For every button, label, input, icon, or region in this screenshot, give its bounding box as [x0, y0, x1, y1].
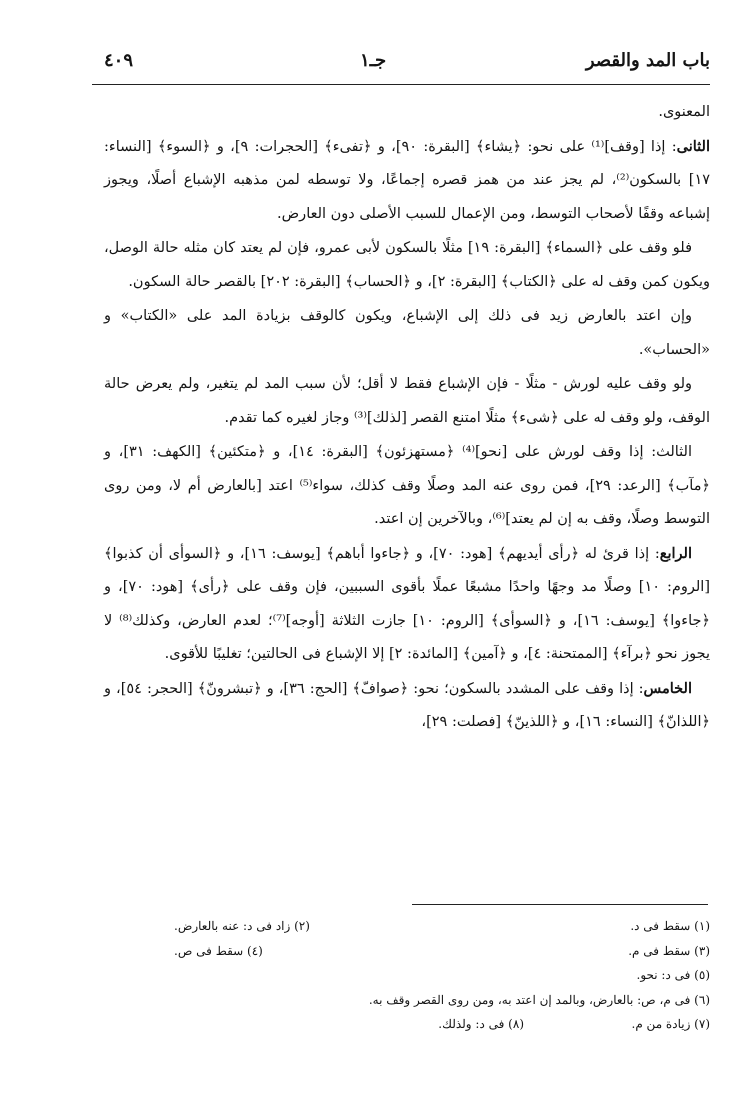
header-rule — [92, 84, 710, 85]
footnotes — [104, 914, 710, 1037]
footnote: (٣) سقط فى م. — [628, 943, 710, 958]
paragraph: الرابع: إذا قرئ له ﴿رأى أيديهم﴾ [هود: ٧٠]، و ﴿جاءوا أباهم﴾ [يوسف: ١٦]، و ﴿السوأى أن كذبوا﴾ [الروم: ١٠] وصلًا مد وجهًا واحدًا مشبعًا عملًا بأقوى السببين، فإن وقف على ﴿رأى﴾ [هود: ٧٠]، و ﴿جاءوا﴾ [يوسف: ١٦]، و ﴿السوأى﴾ [الروم: ١٠] جازت الثلاثة [أوجه]⁽⁷⁾؛ لعدم العارض، وكذلك⁽⁸⁾ لا يجوز نحو ﴿برآء﴾ [الممتحنة: ٤]، و ﴿آمين﴾ [المائدة: ٢] إلا الإشباع فى الحالتين؛ تغليبًا للأقوى. — [104, 544, 710, 662]
paragraph: الثالث: إذا وقف لورش على [نحو]⁽⁴⁾ ﴿مستهزئون﴾ [البقرة: ١٤]، و ﴿متكئين﴾ [الكهف: ٣١]، و ﴿مآب﴾ [الرعد: ٢٩]، فمن روى عنه المد وصلًا وقف كذلك، سواء⁽⁵⁾ اعتد [بالعارض أم لا، ومن روى التوسط وصلًا، وقف به إن لم يعتد]⁽⁶⁾، وبالآخرين إن اعتد. — [104, 444, 710, 527]
page-header — [0, 0, 750, 86]
volume-label: جـ١ — [360, 50, 387, 71]
paragraph: المعنوى. — [658, 104, 710, 120]
section-label: الخامس — [643, 679, 692, 697]
footnote: (٢) زاد فى د: عنه بالعارض. — [174, 919, 310, 933]
section-label: الرابع — [659, 544, 692, 562]
main-text — [104, 95, 710, 740]
footnote: (١) سقط فى د. — [630, 919, 710, 933]
page-number: ٤٠٩ — [104, 50, 134, 71]
section-label: الثانى — [676, 137, 710, 155]
paragraph: الخامس: إذا وقف على المشدد بالسكون؛ نحو: ﴿صوافّ﴾ [الحج: ٣٦]، و ﴿تبشرونّ﴾ [الحجر: ٥٤]، و ﴿اللذانّ﴾ [النساء: ١٦]، و ﴿اللذينّ﴾ [فصلت: ٢٩]، — [104, 679, 710, 730]
footnote: (٧) زيادة من م. — [631, 1017, 710, 1031]
footnote: (٥) فى د: نحو. — [636, 968, 710, 982]
paragraph: فلو وقف على ﴿السماء﴾ [البقرة: ١٩] مثلًا بالسكون لأبى عمرو، فإن لم يعتد كان مثله حالة الوصل، ويكون كمن وقف له على ﴿الكتاب﴾ [البقرة: ٢]، و ﴿الحساب﴾ [البقرة: ٢٠٢] بالقصر حالة السكون. — [104, 240, 710, 290]
footnote-rule — [412, 904, 708, 905]
footnote: (٨) فى د: ولذلك. — [438, 1017, 524, 1031]
footnote-row — [104, 914, 710, 939]
footnote-row — [104, 939, 710, 964]
footnote: (٦) فى م، ص: بالعارض، وبالمد إن اعتد به، ومن روى القصر وقف به. — [368, 992, 710, 1007]
paragraph: وإن اعتد بالعارض زيد فى ذلك إلى الإشباع، ويكون كالوقف بزيادة المد على «الكتاب» و «الحساب». — [104, 308, 710, 358]
paragraph: ولو وقف عليه لورش - مثلًا - فإن الإشباع فقط لا أقل؛ لأن سبب المد لم يتغير، ولم يعرض حالة الوقف، ولو وقف له على ﴿شىء﴾ مثلًا امتنع القصر [لذلك]⁽³⁾ وجاز لغيره كما تقدم. — [104, 376, 710, 426]
footnote-row — [104, 963, 710, 988]
paragraph: الثانى: إذا [وقف]⁽¹⁾ على نحو: ﴿يشاء﴾ [البقرة: ٩٠]، و ﴿تفىء﴾ [الحجرات: ٩]، و ﴿السوء﴾ [النساء: ١٧] بالسكون⁽²⁾، لم يجز عند من همز قصره إجماعًا، ولا توسطه لمن مذهبه الإشباع أصلًا، ويجوز إشباعه وقفًا لأصحاب التوسط، ومن الإعمال للسبب الأصلى دون العارض. — [104, 137, 711, 222]
footnote: (٤) سقط فى ص. — [174, 943, 263, 958]
footnote-row — [104, 988, 710, 1013]
footnote-row — [104, 1012, 710, 1037]
chapter-title: باب المد والقصر — [585, 50, 710, 71]
